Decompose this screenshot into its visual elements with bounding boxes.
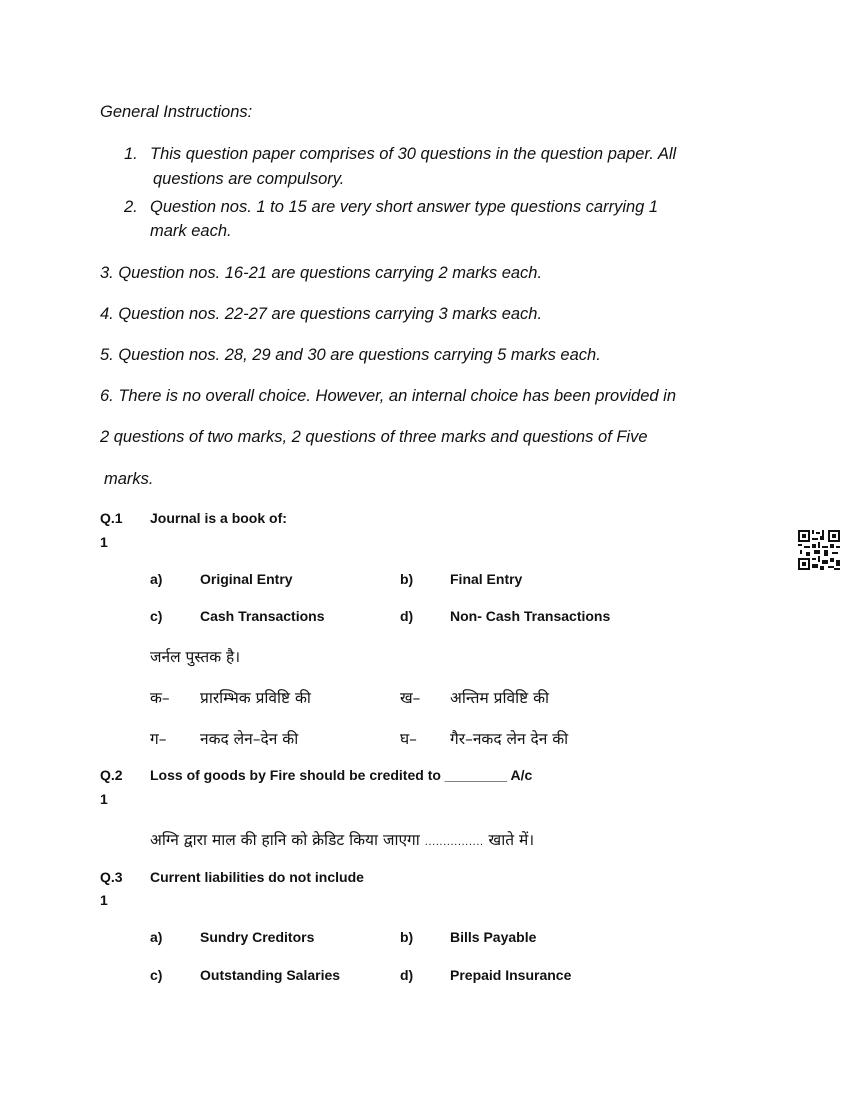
q1-marks: 1 (100, 534, 108, 550)
q3-option-c-text: Outstanding Salaries (200, 967, 341, 983)
q3-text: Current liabilities do not include (150, 869, 364, 885)
q1-hindi-text: जर्नल पुस्तक है। (150, 648, 241, 666)
instruction-1-line2: questions are compulsory. (153, 170, 345, 188)
q2-hindi-text-part2: खाते में। (488, 831, 535, 849)
q1-hindi-option-ka-text: प्रारम्भिक प्रविष्टि की (200, 689, 311, 707)
q3-option-d-label: d) (400, 967, 414, 983)
instruction-6-line3: marks. (104, 470, 154, 488)
q3-option-c-label: c) (150, 967, 163, 983)
q3-option-b-label: b) (400, 929, 414, 945)
q1-text: Journal is a book of: (150, 510, 287, 526)
instruction-1-line1: This question paper comprises of 30 questions in the question paper. All (150, 145, 677, 163)
q2-marks: 1 (100, 791, 108, 807)
q3-option-b-text: Bills Payable (450, 929, 537, 945)
q2-hindi-text (150, 828, 534, 850)
q1-option-a-label: a) (150, 571, 163, 587)
q1-option-d-label: d) (400, 608, 414, 624)
q1-option-b-text: Final Entry (450, 571, 523, 587)
q1-hindi-option-ga-text: नकद लेन–देन की (200, 730, 299, 748)
q3-marks: 1 (100, 892, 108, 908)
q1-hindi-option-ka-label: क– (150, 689, 170, 707)
q3-option-a-text: Sundry Creditors (200, 929, 315, 945)
q1-option-d-text: Non- Cash Transactions (450, 608, 611, 624)
instructions-heading: General Instructions: (100, 103, 253, 121)
q1-option-b-label: b) (400, 571, 414, 587)
q1-option-c-label: c) (150, 608, 163, 624)
q1-number: Q.1 (100, 510, 123, 526)
q2-hindi-text-part1: अग्नि द्वारा माल की हानि को क्रेडिट किया जाएगा (150, 831, 420, 849)
instruction-3: 3. Question nos. 16-21 are questions carrying 2 marks each. (100, 264, 543, 282)
instruction-2-line2: mark each. (150, 222, 232, 240)
q3-option-a-label: a) (150, 929, 163, 945)
q1-hindi-option-gha-text: गैर–नकद लेन देन की (450, 730, 569, 748)
q2-text: Loss of goods by Fire should be credited to ________ A/c (150, 767, 533, 783)
q3-number: Q.3 (100, 869, 123, 885)
q3-option-d-text: Prepaid Insurance (450, 967, 572, 983)
q1-hindi-option-ga-label: ग– (150, 730, 167, 748)
qr-code-icon (798, 530, 840, 570)
q1-option-c-text: Cash Transactions (200, 608, 325, 624)
q1-hindi-option-gha-label: घ– (400, 730, 417, 748)
instruction-2-number: 2. (124, 198, 138, 216)
instruction-4: 4. Question nos. 22-27 are questions carrying 3 marks each. (100, 305, 543, 323)
q2-hindi-blank: ................ (424, 837, 484, 848)
instruction-1-number: 1. (124, 145, 138, 163)
instruction-5: 5. Question nos. 28, 29 and 30 are questions carrying 5 marks each. (100, 346, 601, 364)
q1-hindi-option-kha-label: ख– (400, 689, 421, 707)
instruction-2-line1: Question nos. 1 to 15 are very short answer type questions carrying 1 (150, 198, 659, 216)
instruction-6-line1: 6. There is no overall choice. However, an internal choice has been provided in (100, 387, 677, 405)
q2-number: Q.2 (100, 767, 123, 783)
instruction-6-line2: 2 questions of two marks, 2 questions of three marks and questions of Five (100, 428, 648, 446)
q1-option-a-text: Original Entry (200, 571, 293, 587)
q1-hindi-option-kha-text: अन्तिम प्रविष्टि की (450, 689, 550, 707)
